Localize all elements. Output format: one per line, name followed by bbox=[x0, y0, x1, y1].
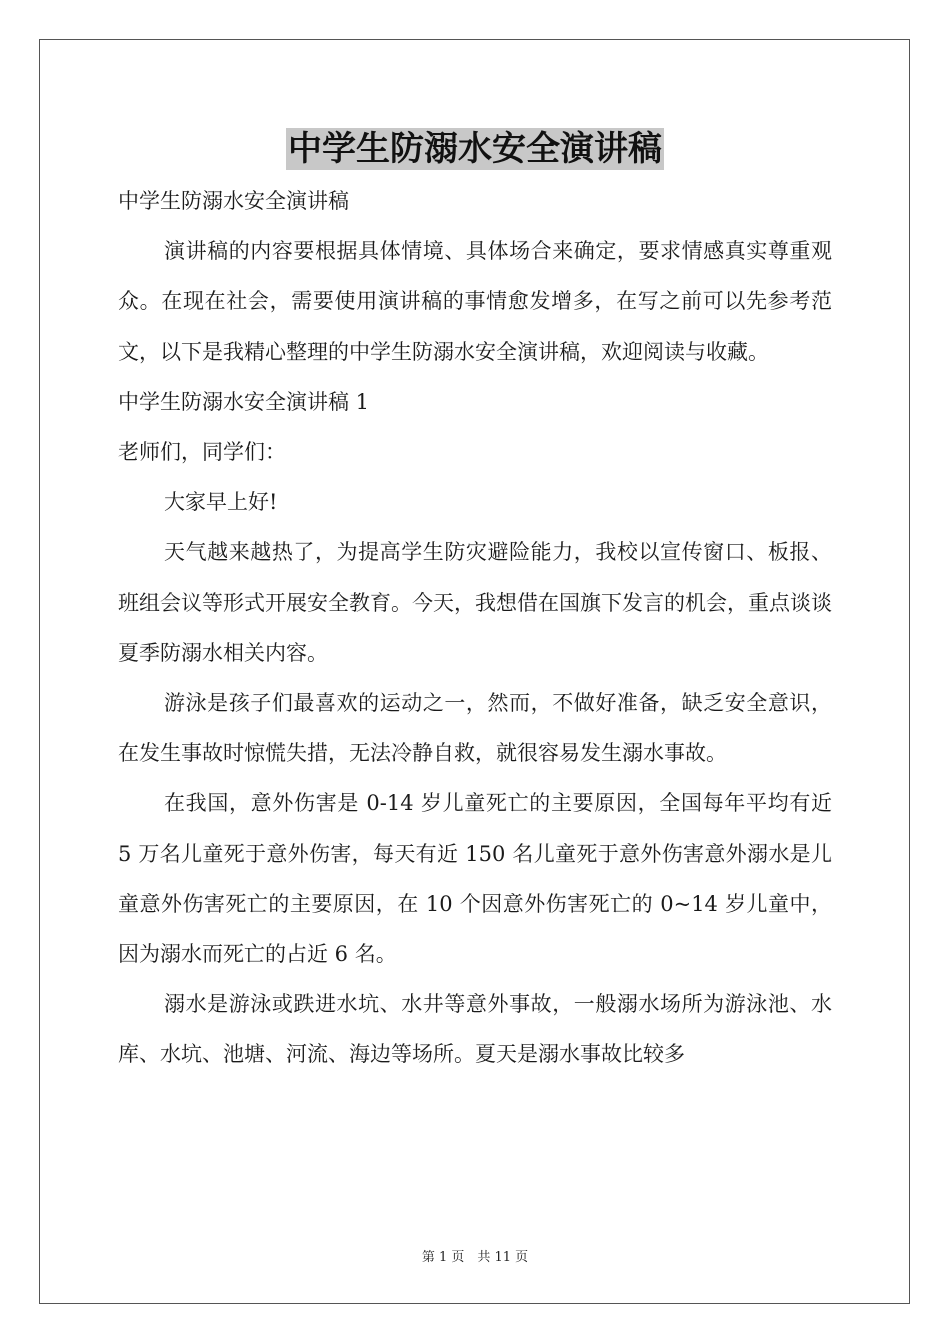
paragraph-body: 游泳是孩子们最喜欢的运动之一，然而，不做好准备，缺乏安全意识，在发生事故时惊慌失措，无法冷静自救，就很容易发生溺水事故。 bbox=[118, 691, 832, 766]
paragraph-body: 在我国，意外伤害是 0-14 岁儿童死亡的主要原因，全国每年平均有近 5 万名儿童死于意外伤害，每天有近 150 名儿童死于意外伤害意外溺水是儿童意外伤害死亡的主要原因，在 10 个因意外伤害死亡的 0~14 岁儿童中，因为溺水而死亡的占近 6 名。 bbox=[118, 791, 832, 967]
paragraph-section-heading: 中学生防溺水安全演讲稿 1 bbox=[118, 389, 370, 414]
paragraph-body: 溺水是游泳或跌进水坑、水井等意外事故，一般溺水场所为游泳池、水库、水坑、池塘、河流、海边等场所。夏天是溺水事故比较多 bbox=[118, 992, 832, 1067]
document-title-text: 中学生防溺水安全演讲稿 bbox=[288, 129, 662, 169]
document-title bbox=[0, 128, 950, 170]
paragraph-intro: 演讲稿的内容要根据具体情境、具体场合来确定，要求情感真实尊重观众。在现在社会，需要使用演讲稿的事情愈发增多，在写之前可以先参考范文，以下是我精心整理的中学生防溺水安全演讲稿，欢迎阅读与收藏。 bbox=[118, 239, 832, 364]
paragraph-greeting: 大家早上好! bbox=[164, 490, 278, 515]
document-body bbox=[118, 176, 832, 1080]
paragraph-body: 天气越来越热了，为提高学生防灾避险能力，我校以宣传窗口、板报、班组会议等形式开展安全教育。今天，我想借在国旗下发言的机会，重点谈谈夏季防溺水相关内容。 bbox=[118, 540, 832, 665]
paragraph-salutation: 老师们，同学们： bbox=[118, 440, 286, 465]
paragraph-subtitle: 中学生防溺水安全演讲稿 bbox=[118, 189, 349, 213]
page-number: 第 1 页 共 11 页 bbox=[421, 1250, 529, 1265]
